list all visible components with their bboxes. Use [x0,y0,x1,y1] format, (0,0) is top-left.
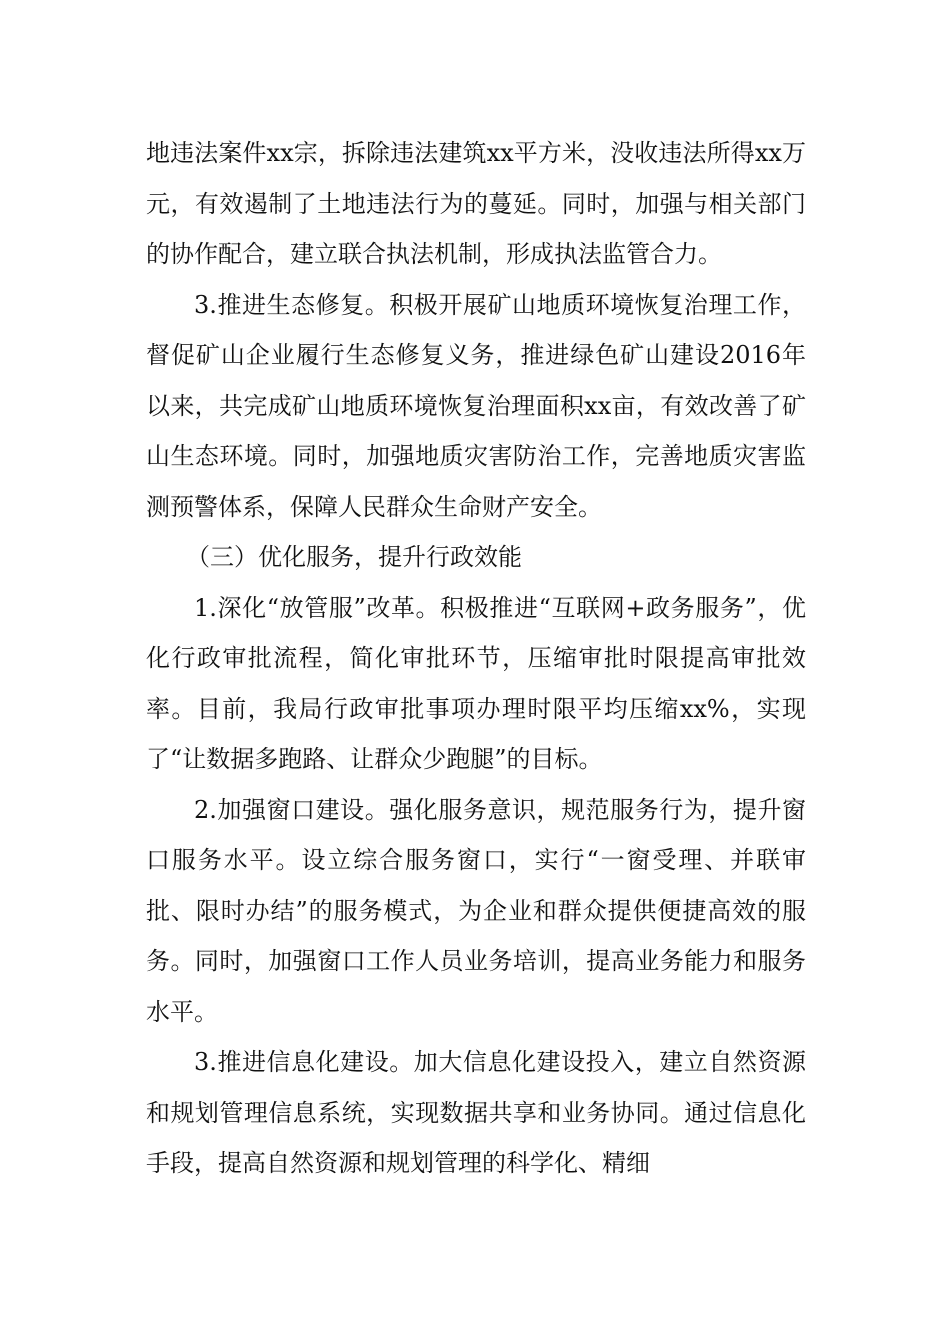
paragraph-informatization: 3.推进信息化建设。加大信息化建设投入，建立自然资源和规划管理信息系统，实现数据共享和业务协同。通过信息化手段，提高自然资源和规划管理的科学化、精细 [146,1048,806,1177]
paragraph-ecological-restoration: 3.推进生态修复。积极开展矿山地质环境恢复治理工作，督促矿山企业履行生态修复义务，推进绿色矿山建设2016年以来，共完成矿山地质环境恢复治理面积xx亩，有效改善了矿山生态环境。同时，加强地质灾害防治工作，完善地质灾害监测预警体系，保障人民群众生命财产安全。 [146,290,806,521]
section-heading-optimize-service: （三）优化服务，提升行政效能 [186,543,522,571]
paragraph-window-construction: 2.加强窗口建设。强化服务意识，规范服务行为，提升窗口服务水平。设立综合服务窗口，实行“一窗受理、并联审批、限时办结”的服务模式，为企业和群众提供便捷高效的服务。同时，加强窗口工作人员业务培训，提高业务能力和服务水平。 [146,795,806,1026]
document-body [146,128,806,1189]
paragraph-reform: 1.深化“放管服”改革。积极推进“互联网+政务服务”，优化行政审批流程，简化审批环节，压缩审批时限提高审批效率。目前，我局行政审批事项办理时限平均压缩xx%，实现了“让数据多跑路、让群众少跑腿”的目标。 [146,593,806,773]
paragraph-continuation: 地违法案件xx宗，拆除违法建筑xx平方米，没收违法所得xx万元，有效遏制了土地违法行为的蔓延。同时，加强与相关部门的协作配合，建立联合执法机制，形成执法监管合力。 [146,139,806,268]
